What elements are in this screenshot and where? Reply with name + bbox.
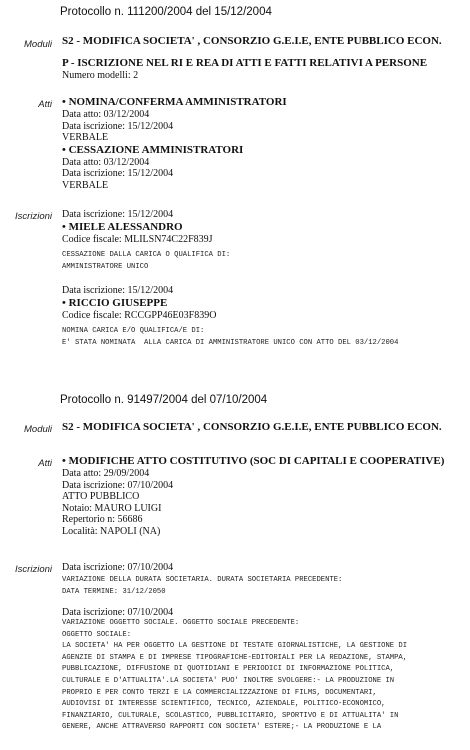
atto-title: • MODIFICHE ATTO COSTITUTIVO (SOC DI CAPITALI E COOPERATIVE) (62, 455, 445, 467)
iscrizione-note: CULTURALE E D'ATTUALITA'.LA SOCIETA' PUO' INOLTRE SVOLGERE:- LA PRODUZIONE IN (62, 676, 395, 685)
iscrizione-note: CESSAZIONE DALLA CARICA O QUALIFICA DI: (62, 251, 231, 259)
modulo-s2-1: S2 - MODIFICA SOCIETA' , CONSORZIO G.E.I.E, ENTE PUBBLICO ECON. (62, 35, 442, 47)
atto-line: VERBALE (62, 179, 109, 191)
iscrizione-note: LA SOCIETA' HA PER OGGETTO LA GESTIONE DI TESTATE GIORNALISTICHE, LA GESTIONE DI (62, 642, 408, 651)
iscrizione-note: OGGETTO SOCIALE: (62, 630, 132, 639)
atto-line: Data iscrizione: 15/12/2004 (62, 120, 174, 132)
atto-title: • NOMINA/CONFERMA AMMINISTRATORI (62, 96, 287, 108)
iscrizioni-section-2 (62, 562, 462, 734)
iscrizioni-label-2: Iscrizioni (15, 564, 52, 575)
atti-section-2 (62, 455, 462, 537)
atto-line: Data atto: 03/12/2004 (62, 109, 150, 120)
person-name: • MIELE ALESSANDRO (62, 220, 183, 233)
atti-label-1: Atti (38, 99, 52, 110)
iscrizione-note: AGENZIE DI STAMPA E DI IMPRESE TIPOGRAFICHE-EDITORIALI PER LA REDAZIONE, STAMPA, (62, 653, 408, 662)
iscrizione-note: DATA TERMINE: 31/12/2050 (62, 587, 166, 596)
iscrizione-note: FINANZIARIO, CULTURALE, SCOLASTICO, PUBBLICITARIO, SPORTIVO E DI ATTUALITA' IN (62, 711, 399, 720)
atto-line: Repertorio n: 56686 (62, 514, 143, 525)
iscrizione-note: VARIAZIONE DELLA DURATA SOCIETARIA. DURATA SOCIETARIA PRECEDENTE: (62, 575, 343, 584)
moduli-label-2: Moduli (24, 424, 52, 435)
atto-title: • CESSAZIONE AMMINISTRATORI (62, 143, 244, 156)
codice-fiscale: Codice fiscale: MLILSN74C22F839J (62, 233, 213, 245)
person-name: • RICCIO GIUSEPPE (62, 296, 168, 309)
iscrizione-note: GENERE, ANCHE ATTRAVERSO RAPPORTI CON SOCIETA' ESTERE;- LA PRODUZIONE E LA (62, 723, 382, 732)
numero-modelli: Numero modelli: 2 (62, 70, 139, 81)
protocol-header-1: Protocollo n. 111200/2004 del 15/12/2004 (60, 6, 272, 18)
atti-section-1 (62, 96, 462, 191)
iscrizione-note: PROPRIO E PER CONTO TERZI E LA COMMERCIALIZZAZIONE DI FILMS, DOCUMENTARI, (62, 688, 377, 697)
iscrizione-data: Data iscrizione: 07/10/2004 (62, 606, 174, 618)
iscrizione-data: Data iscrizione: 07/10/2004 (62, 562, 174, 573)
atto-line: Data atto: 29/09/2004 (62, 468, 150, 479)
atto-line: VERBALE (62, 132, 109, 143)
atto-line: Località: NAPOLI (NA) (62, 525, 161, 537)
moduli-label-1: Moduli (24, 39, 52, 50)
iscrizione-note: AMMINISTRATORE UNICO (62, 263, 149, 271)
iscrizione-note: E' STATA NOMINATA ALLA CARICA DI AMMINISTRATORE UNICO CON ATTO DEL 03/12/2004 (62, 339, 399, 347)
codice-fiscale: Codice fiscale: RCCGPP46E03F839O (62, 309, 217, 321)
atto-line: ATTO PUBBLICO (62, 491, 140, 502)
iscrizioni-label-1: Iscrizioni (15, 211, 52, 222)
atto-line: Notaio: MAURO LUIGI (62, 502, 162, 514)
moduli-section-1 (62, 35, 462, 82)
iscrizioni-section-1 (62, 209, 462, 349)
iscrizione-note: NOMINA CARICA E/O QUALIFICA/E DI: (62, 327, 205, 335)
iscrizione-data: Data iscrizione: 15/12/2004 (62, 285, 174, 296)
moduli-section-2 (62, 421, 462, 434)
atti-label-2: Atti (38, 458, 52, 469)
protocol-header-2: Protocollo n. 91497/2004 del 07/10/2004 (60, 394, 268, 406)
atto-line: Data iscrizione: 15/12/2004 (62, 168, 174, 179)
iscrizione-note: PUBBLICAZIONE, DIFFUSIONE DI QUOTIDIANI E PERIODICI DI INFORMAZIONE POLITICA, (62, 665, 395, 674)
iscrizione-note: VARIAZIONE OGGETTO SOCIALE. OGGETTO SOCIALE PRECEDENTE: (62, 619, 300, 627)
iscrizione-data: Data iscrizione: 15/12/2004 (62, 209, 174, 220)
iscrizione-note: AUDIOVISI DI INTERESSE SCIENTIFICO, TECNICO, AZIENDALE, POLITICO-ECONOMICO, (62, 700, 386, 709)
modulo-p-1: P - ISCRIZIONE NEL RI E REA DI ATTI E FATTI RELATIVI A PERSONE (62, 57, 428, 69)
atto-line: Data atto: 03/12/2004 (62, 156, 150, 168)
modulo-s2-2: S2 - MODIFICA SOCIETA' , CONSORZIO G.E.I.E, ENTE PUBBLICO ECON. (62, 421, 442, 433)
atto-line: Data iscrizione: 07/10/2004 (62, 479, 174, 491)
